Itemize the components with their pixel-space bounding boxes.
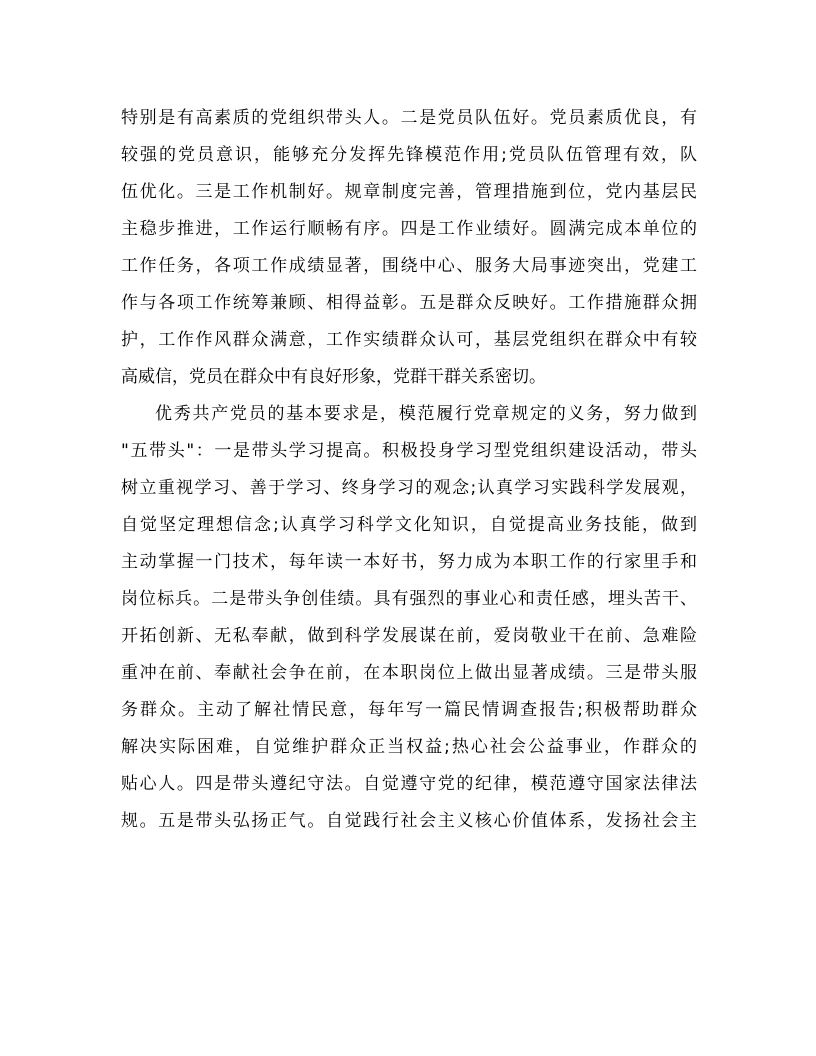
document-body	[121, 100, 697, 840]
text-line: 务群众。主动了解社情民意，每年写一篇民情调查报告;积极帮助群众	[121, 700, 697, 720]
text-line: 主稳步推进，工作运行顺畅有序。四是工作业绩好。圆满完成本单位的	[121, 219, 697, 239]
paragraph-2	[121, 396, 697, 840]
text-line: 主动掌握一门技术，每年读一本好书，努力成为本职工作的行家里手和	[121, 552, 697, 572]
text-line: 较强的党员意识，能够充分发挥先锋模范作用;党员队伍管理有效，队	[121, 145, 697, 165]
paragraph-1	[121, 100, 697, 396]
text-line: 护，工作作风群众满意，工作实绩群众认可，基层党组织在群众中有较	[121, 330, 697, 350]
text-line: 规。五是带头弘扬正气。自觉践行社会主义核心价值体系，发扬社会主	[121, 811, 697, 831]
text-line: 高威信，党员在群众中有良好形象，党群干群关系密切。	[121, 367, 546, 387]
text-line: 重冲在前、奉献社会争在前，在本职岗位上做出显著成绩。三是带头服	[121, 663, 697, 683]
text-line: 作与各项工作统筹兼顾、相得益彰。五是群众反映好。工作措施群众拥	[121, 293, 697, 313]
text-line: 伍优化。三是工作机制好。规章制度完善，管理措施到位，党内基层民	[121, 182, 697, 202]
text-line: 工作任务，各项工作成绩显著，围绕中心、服务大局事迹突出，党建工	[121, 256, 697, 276]
text-line: 优秀共产党员的基本要求是，模范履行党章规定的义务，努力做到	[155, 404, 697, 424]
text-line: "五带头"：一是带头学习提高。积极投身学习型党组织建设活动，带头	[121, 441, 697, 461]
text-line: 开拓创新、无私奉献，做到科学发展谋在前，爱岗敬业干在前、急难险	[121, 626, 697, 646]
text-line: 特别是有高素质的党组织带头人。二是党员队伍好。党员素质优良，有	[121, 108, 697, 128]
text-line: 自觉坚定理想信念;认真学习科学文化知识，自觉提高业务技能，做到	[121, 515, 697, 535]
text-line: 贴心人。四是带头遵纪守法。自觉遵守党的纪律，模范遵守国家法律法	[121, 774, 697, 794]
text-line: 树立重视学习、善于学习、终身学习的观念;认真学习实践科学发展观，	[121, 478, 697, 498]
text-line: 解决实际困难，自觉维护群众正当权益;热心社会公益事业，作群众的	[121, 737, 697, 757]
text-line: 岗位标兵。二是带头争创佳绩。具有强烈的事业心和责任感，埋头苦干、	[121, 589, 697, 609]
